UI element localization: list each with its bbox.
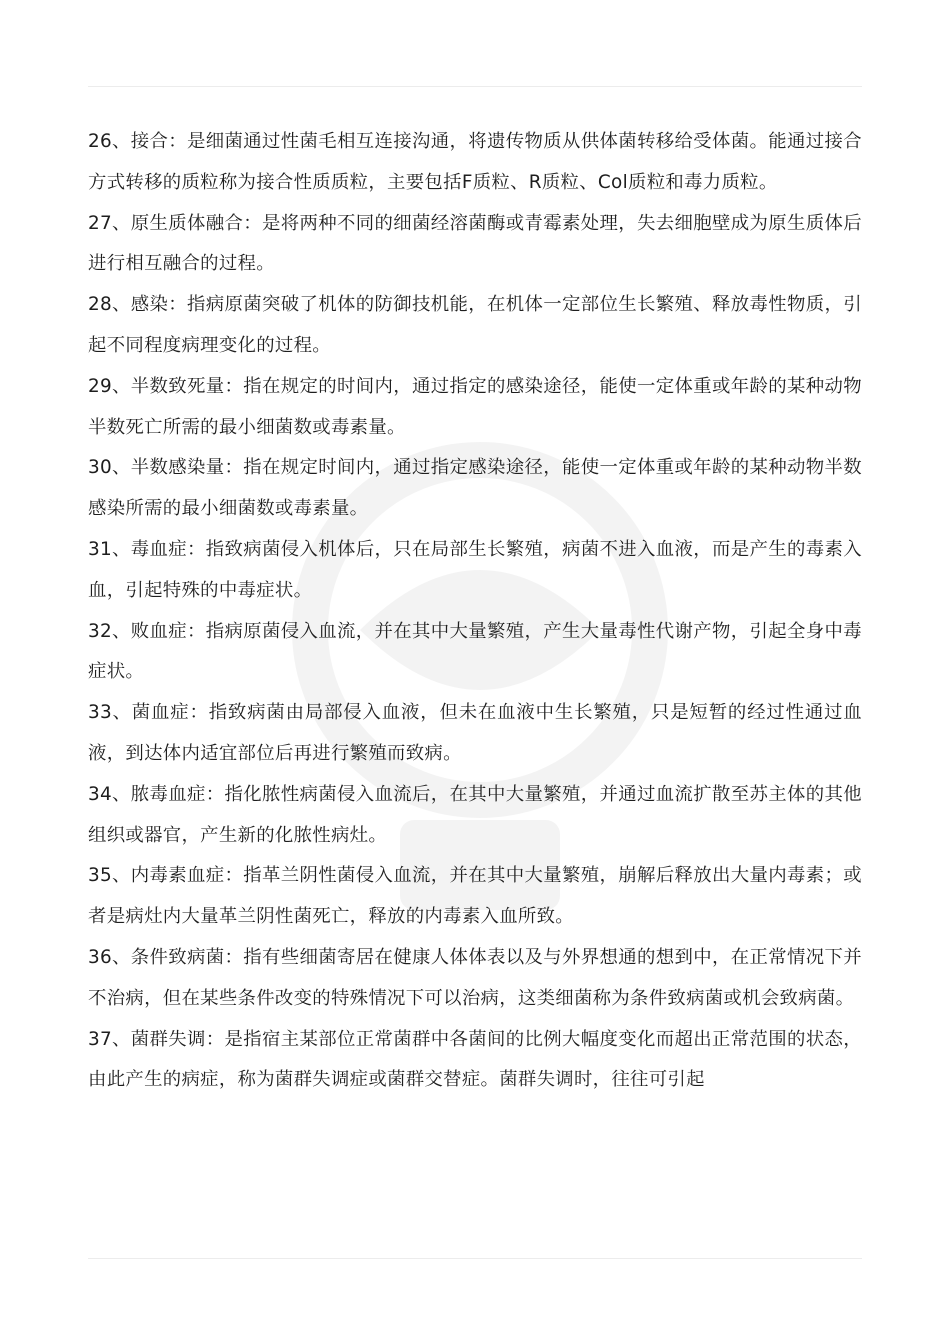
header-divider [88, 86, 862, 87]
entry-34-pyemia: 34、脓毒血症：指化脓性病菌侵入血流后，在其中大量繁殖，并通过血流扩散至苏主体的其他组织或器官，产生新的化脓性病灶。 [88, 783, 862, 846]
entry-26-conjugation: 26、接合：是细菌通过性菌毛相互连接沟通，将遗传物质从供体菌转移给受体菌。能通过接合方式转移的质粒称为接合性质质粒，主要包括F质粒、R质粒、Col质粒和毒力质粒。 [88, 131, 862, 193]
entry-36-opportunistic-pathogen: 36、条件致病菌：指有些细菌寄居在健康人体体表以及与外界想通的想到中，在正常情况下并不治病，但在某些条件改变的特殊情况下可以治病，这类细菌称为条件致病菌或机会致病菌。 [88, 946, 862, 1009]
entry-32-septicemia: 32、败血症：指病原菌侵入血流，并在其中大量繁殖，产生大量毒性代谢产物，引起全身中毒症状。 [88, 620, 862, 683]
document-body [88, 122, 862, 1101]
entry-29-ld50: 29、半数致死量：指在规定的时间内，通过指定的感染途径，能使一定体重或年龄的某种动物半数死亡所需的最小细菌数或毒素量。 [88, 375, 862, 438]
footer-divider [88, 1258, 862, 1259]
entry-28-infection: 28、感染：指病原菌突破了机体的防御技机能，在机体一定部位生长繁殖、释放毒性物质，引起不同程度病理变化的过程。 [88, 294, 862, 356]
entry-35-endotoxemia: 35、内毒素血症：指革兰阴性菌侵入血流，并在其中大量繁殖，崩解后释放出大量内毒素；或者是病灶内大量革兰阴性菌死亡，释放的内毒素入血所致。 [88, 865, 862, 928]
entry-30-id50: 30、半数感染量：指在规定时间内，通过指定感染途径，能使一定体重或年龄的某种动物半数感染所需的最小细菌数或毒素量。 [88, 457, 862, 520]
entry-37-dysbacteriosis: 37、菌群失调：是指宿主某部位正常菌群中各菌间的比例大幅度变化而超出正常范围的状态，由此产生的病症，称为菌群失调症或菌群交替症。菌群失调时，往往可引起 [88, 1028, 862, 1091]
entry-31-toxemia: 31、毒血症：指致病菌侵入机体后，只在局部生长繁殖，病菌不进入血液，而是产生的毒素入血，引起特殊的中毒症状。 [88, 538, 862, 601]
entry-33-bacteremia: 33、菌血症：指致病菌由局部侵入血液，但未在血液中生长繁殖，只是短暂的经过性通过血液，到达体内适宜部位后再进行繁殖而致病。 [88, 702, 862, 764]
entry-27-protoplast-fusion: 27、原生质体融合：是将两种不同的细菌经溶菌酶或青霉素处理，失去细胞壁成为原生质体后进行相互融合的过程。 [88, 212, 862, 275]
